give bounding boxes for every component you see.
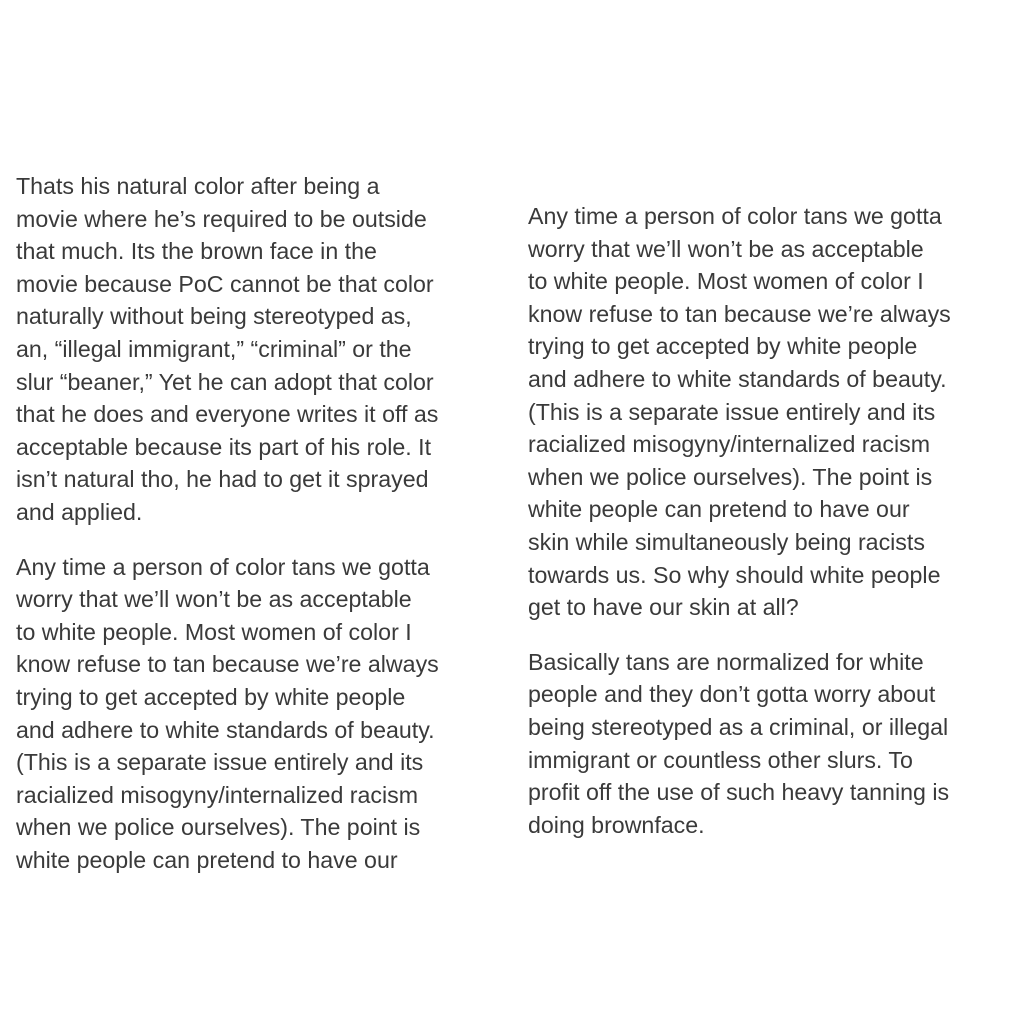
text-line: know refuse to tan because we’re always: [528, 300, 951, 327]
text-line: skin while simultaneously being racists: [528, 528, 925, 555]
text-line: that he does and everyone writes it off as: [16, 401, 439, 428]
text-line: slur “beaner,” Yet he can adopt that color: [16, 368, 434, 395]
text-line: being stereotyped as a criminal, or illegal: [528, 713, 949, 740]
text-line: racialized misogyny/internalized racism: [528, 431, 931, 458]
text-line: Any time a person of color tans we gotta: [16, 553, 430, 580]
text-line: acceptable because its part of his role. It: [16, 433, 432, 460]
text-line: and adhere to white standards of beauty.: [528, 365, 947, 392]
text-line: isn’t natural tho, he had to get it sprayed: [16, 466, 429, 493]
text-line: movie because PoC cannot be that color: [16, 270, 434, 297]
text-line: doing brownface.: [528, 811, 705, 838]
text-line: Basically tans are normalized for white: [528, 648, 924, 675]
paragraph-spacer: [16, 529, 516, 551]
text-line: racialized misogyny/internalized racism: [16, 781, 419, 808]
paragraph-spacer: [528, 624, 1024, 646]
text-line: trying to get accepted by white people: [528, 333, 918, 360]
text-line: and applied.: [16, 498, 143, 525]
text-line: to white people. Most women of color I: [528, 268, 924, 295]
text-line: white people can pretend to have our: [528, 496, 910, 523]
left-paragraph-2: [16, 551, 516, 877]
text-line: (This is a separate issue entirely and its: [16, 749, 424, 776]
text-line: when we police ourselves). The point is: [528, 463, 933, 490]
right-column: [528, 200, 1024, 841]
text-line: and adhere to white standards of beauty.: [16, 716, 435, 743]
left-column: [16, 170, 516, 876]
text-line: movie where he’s required to be outside: [16, 205, 427, 232]
text-line: towards us. So why should white people: [528, 561, 941, 588]
text-line: Thats his natural color after being a: [16, 173, 380, 199]
text-line: know refuse to tan because we’re always: [16, 651, 439, 678]
text-line: worry that we’ll won’t be as acceptable: [528, 235, 924, 262]
text-line: Any time a person of color tans we gotta: [528, 203, 942, 229]
right-paragraph-1: [528, 200, 1024, 624]
text-line: (This is a separate issue entirely and its: [528, 398, 936, 425]
left-paragraph-1: [16, 170, 516, 529]
text-line: trying to get accepted by white people: [16, 683, 406, 710]
text-line: immigrant or countless other slurs. To: [528, 746, 913, 773]
text-line: profit off the use of such heavy tanning is: [528, 779, 950, 806]
text-line: to white people. Most women of color I: [16, 618, 412, 645]
text-line: an, “illegal immigrant,” “criminal” or the: [16, 335, 412, 362]
right-paragraph-2: [528, 646, 1024, 842]
text-line: worry that we’ll won’t be as acceptable: [16, 586, 412, 613]
text-line: that much. Its the brown face in the: [16, 238, 377, 265]
text-line: naturally without being stereotyped as,: [16, 303, 412, 330]
text-line: people and they don’t gotta worry about: [528, 681, 936, 708]
text-line: white people can pretend to have our: [16, 846, 398, 873]
text-line: get to have our skin at all?: [528, 594, 799, 621]
text-line: when we police ourselves). The point is: [16, 814, 421, 841]
